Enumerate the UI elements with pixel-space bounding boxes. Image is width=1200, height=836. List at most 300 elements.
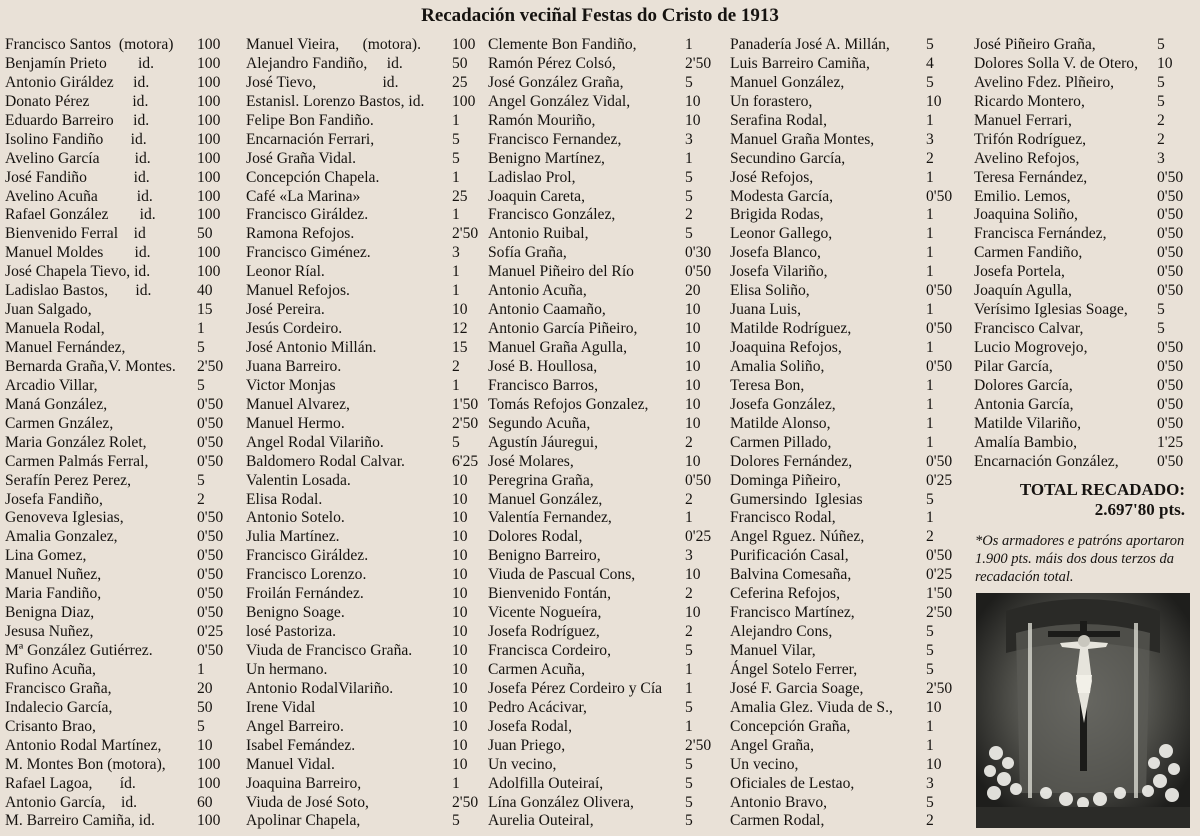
donor-amount: 100	[197, 111, 221, 129]
donor-name: Encarnación González,	[974, 452, 1119, 470]
donor-amount: 10	[452, 642, 468, 659]
donor-name: Valentin Losada.	[246, 471, 351, 489]
donor-row	[246, 396, 478, 415]
donor-name: Manuel Vidal.	[246, 755, 335, 773]
donor-name: Angel Graña,	[730, 736, 814, 754]
crucifix-photo	[976, 593, 1190, 828]
donor-amount: 0'50	[197, 433, 224, 451]
donor-name: Viuda de Pascual Cons,	[488, 566, 636, 584]
donor-amount: 1	[452, 111, 460, 129]
donor-row	[5, 244, 227, 263]
donor-name: José Pereira.	[246, 301, 325, 319]
donor-name: Antonio Caamaño,	[488, 301, 606, 319]
donor-name: Carmen Pillado,	[730, 433, 832, 451]
donor-name: Angel González Vidal,	[488, 92, 631, 110]
donor-row	[246, 453, 478, 472]
donor-amount: 10	[452, 509, 468, 527]
donor-row	[5, 188, 227, 207]
donor-row	[730, 794, 956, 813]
donor-row	[5, 604, 227, 623]
donor-amount: 1	[926, 433, 934, 451]
donor-row	[488, 491, 714, 510]
donor-row	[974, 225, 1192, 244]
donor-row	[5, 528, 227, 547]
donor-amount: 100	[197, 130, 221, 148]
donor-row	[730, 74, 956, 93]
donor-amount: 0'50	[685, 263, 712, 281]
donor-amount: 1	[926, 414, 934, 432]
donor-name: Donato Pérez id.	[5, 92, 149, 110]
donor-amount: 1	[926, 244, 934, 262]
donor-name: Segundo Acuña,	[488, 414, 591, 432]
donor-row	[5, 509, 227, 528]
donor-row	[488, 415, 714, 434]
donor-row	[5, 585, 227, 604]
donor-name: Antonio Sotelo.	[246, 509, 345, 527]
donor-name: Matilde Vilariño,	[974, 414, 1082, 432]
donor-amount: 2'50	[926, 679, 953, 697]
donor-name: Avelino Acuña id.	[5, 187, 153, 205]
donor-name: Dominga Piñeiro,	[730, 471, 841, 489]
donor-name: Isolino Fandiño id.	[5, 130, 147, 148]
donor-amount: 3	[685, 547, 693, 565]
donor-name: Maná González,	[5, 395, 108, 413]
total-block	[975, 480, 1185, 520]
donor-amount: 1	[452, 263, 460, 281]
donor-row	[5, 794, 227, 813]
donor-name: José Refojos,	[730, 168, 814, 186]
donor-name: Benigno Martínez,	[488, 149, 605, 167]
donor-name: Bienvenido Ferral id	[5, 225, 146, 243]
donor-amount: 10	[685, 452, 701, 470]
donor-amount: 3	[452, 244, 460, 262]
donor-row	[974, 188, 1192, 207]
donor-name: Francisco Lorenzo.	[246, 566, 367, 584]
donor-name: Josefa Fandiño,	[5, 490, 103, 508]
donor-row	[488, 472, 714, 491]
donor-row	[488, 377, 714, 396]
donor-row	[5, 775, 227, 794]
donor-row	[974, 150, 1192, 169]
donor-name: José Antonio Millán.	[246, 339, 377, 356]
donor-row	[5, 472, 227, 491]
donor-amount: 1	[926, 111, 934, 129]
donor-row	[730, 358, 956, 377]
donor-amount: 0'50	[197, 604, 224, 622]
donor-name: Francisco Santos (motora)	[5, 36, 174, 53]
donor-row	[488, 509, 714, 528]
donor-name: Teresa Fernández,	[974, 168, 1088, 186]
donor-row	[730, 566, 956, 585]
donor-name: Leonor Gallego,	[730, 225, 833, 243]
donor-name: Isabel Femández.	[246, 736, 356, 754]
donor-name: Francisco Giménez.	[246, 244, 371, 262]
donor-row	[5, 718, 227, 737]
donor-row	[5, 377, 227, 396]
donor-name: Serafina Rodal,	[730, 111, 827, 129]
donor-row	[5, 320, 227, 339]
donor-column-4	[730, 36, 956, 831]
donor-amount: 1	[685, 36, 693, 53]
donor-row	[246, 623, 478, 642]
donor-amount: 10	[685, 376, 701, 394]
donor-name: Dolores Solla V. de Otero,	[974, 54, 1139, 72]
donor-row	[488, 36, 714, 55]
donor-amount: 100	[197, 54, 221, 72]
donor-name: Antonio Giráldez id.	[5, 73, 150, 91]
donor-amount: 100	[452, 92, 476, 110]
donor-amount: 1	[926, 301, 934, 319]
donor-row	[974, 263, 1192, 282]
donor-row	[488, 169, 714, 188]
donor-row	[488, 812, 714, 831]
donor-name: Bernarda Graña,V. Montes.	[5, 357, 176, 375]
donor-name: Un hermano.	[246, 660, 328, 678]
donor-name: Amalia Soliño,	[730, 357, 825, 375]
donor-amount: 100	[197, 206, 221, 224]
donor-amount: 0'50	[197, 395, 224, 413]
donor-row	[5, 453, 227, 472]
donor-row	[488, 528, 714, 547]
donor-amount: 5	[926, 642, 934, 659]
donor-row	[730, 188, 956, 207]
donor-amount: 5	[197, 339, 205, 356]
donor-name: Estanisl. Lorenzo Bastos, id.	[246, 92, 425, 110]
donor-row	[5, 566, 227, 585]
donor-amount: 5	[685, 793, 693, 811]
donor-amount: 5	[685, 812, 693, 830]
donor-amount: 3	[926, 774, 934, 792]
donor-row	[488, 206, 714, 225]
donor-row	[246, 131, 478, 150]
donor-row	[488, 301, 714, 320]
donor-name: Jesusa Nuñez,	[5, 623, 94, 641]
donor-amount: 6'25	[452, 452, 479, 470]
donor-amount: 10	[452, 755, 468, 773]
donor-amount: 1	[926, 376, 934, 394]
donor-row	[5, 150, 227, 169]
donor-row	[246, 301, 478, 320]
donor-row	[730, 93, 956, 112]
donor-amount: 10	[452, 604, 468, 622]
donor-name: Julia Martínez.	[246, 528, 340, 546]
donor-name: José B. Houllosa,	[488, 357, 598, 375]
donor-name: José Chapela Tievo, id.	[5, 263, 151, 281]
donor-row	[246, 528, 478, 547]
donor-name: José Tievo, id.	[246, 73, 399, 91]
donor-row	[730, 680, 956, 699]
donor-row	[730, 206, 956, 225]
donor-row	[488, 642, 714, 661]
donor-row	[488, 55, 714, 74]
donor-row	[5, 642, 227, 661]
donor-name: Francisco González,	[488, 206, 616, 224]
donor-row	[974, 358, 1192, 377]
donor-row	[730, 604, 956, 623]
donor-amount: 5	[452, 433, 460, 451]
donor-row	[730, 585, 956, 604]
donor-name: Antonio Bravo,	[730, 793, 828, 811]
donor-name: Juana Luis,	[730, 301, 802, 319]
donor-amount: 2'50	[926, 604, 953, 622]
donor-name: Carmen Fandiño,	[974, 244, 1083, 262]
donor-amount: 25	[452, 187, 468, 205]
donor-row	[974, 377, 1192, 396]
donor-name: Francisco Rodal,	[730, 509, 836, 527]
donor-name: Avelino García id.	[5, 149, 151, 167]
donor-amount: 10	[452, 660, 468, 678]
donor-amount: 5	[197, 471, 205, 489]
donor-amount: 0'50	[1157, 395, 1184, 413]
donor-name: Carmen Rodal,	[730, 812, 825, 830]
donor-row	[730, 169, 956, 188]
donor-row	[246, 756, 478, 775]
donor-amount: 15	[197, 301, 213, 319]
donor-row	[974, 55, 1192, 74]
donor-name: Joaquina Refojos,	[730, 339, 842, 356]
donor-amount: 5	[926, 73, 934, 91]
donor-amount: 5	[685, 774, 693, 792]
donor-amount: 100	[197, 774, 221, 792]
donor-amount: 0'50	[197, 528, 224, 546]
donor-name: Ramón Pérez Colsó,	[488, 54, 616, 72]
donor-row	[246, 718, 478, 737]
donor-row	[246, 282, 478, 301]
donor-name: Angel Rguez. Núñez,	[730, 528, 865, 546]
donor-row	[974, 320, 1192, 339]
donor-amount: 1'50	[452, 395, 479, 413]
donor-name: Maria Fandiño,	[5, 585, 102, 603]
donor-row	[5, 358, 227, 377]
donor-row	[246, 244, 478, 263]
donor-amount: 2'50	[685, 736, 712, 754]
donor-name: Teresa Bon,	[730, 376, 805, 394]
donor-name: Froilán Fernández.	[246, 585, 364, 603]
donor-name: Manuel Moldes id.	[5, 244, 151, 262]
donor-name: Manuel Ferrari,	[974, 111, 1072, 129]
donor-name: Panadería José A. Millán,	[730, 36, 890, 53]
donor-amount: 2	[685, 585, 693, 603]
donor-amount: 2	[926, 149, 934, 167]
donor-name: Antonio Ruibal,	[488, 225, 589, 243]
donor-name: Ángel Sotelo Ferrer,	[730, 660, 858, 678]
donor-name: José González Graña,	[488, 73, 624, 91]
donor-row	[730, 528, 956, 547]
donor-row	[5, 680, 227, 699]
donor-name: Crisanto Brao,	[5, 717, 96, 735]
donor-amount: 2	[926, 528, 934, 546]
donor-name: Manuel González,	[488, 490, 603, 508]
donor-row	[730, 623, 956, 642]
donor-amount: 0'50	[1157, 225, 1184, 243]
donor-amount: 100	[197, 812, 221, 830]
donor-name: Manuel Graña Agulla,	[488, 339, 628, 356]
donor-name: Apolinar Chapela,	[246, 812, 361, 830]
donor-amount: 0'50	[197, 509, 224, 527]
donor-row	[5, 112, 227, 131]
donor-amount: 1	[452, 376, 460, 394]
donor-amount: 0'50	[1157, 244, 1184, 262]
donor-row	[246, 547, 478, 566]
donor-amount: 10	[685, 111, 701, 129]
donor-amount: 5	[197, 717, 205, 735]
donor-amount: 0'50	[1157, 206, 1184, 224]
donor-amount: 1	[926, 225, 934, 243]
donor-name: Manuel Vilar,	[730, 642, 816, 659]
donor-row	[246, 320, 478, 339]
donor-name: Café «La Marina»	[246, 187, 361, 205]
donor-name: Carmen Palmás Ferral,	[5, 452, 149, 470]
donor-row	[974, 74, 1192, 93]
donor-amount: 1	[926, 168, 934, 186]
donor-name: Elisa Soliño,	[730, 282, 810, 300]
donor-amount: 5	[926, 623, 934, 641]
donor-row	[730, 415, 956, 434]
donor-row	[974, 169, 1192, 188]
donor-row	[974, 301, 1192, 320]
donor-name: Adolfilla Outeiraí,	[488, 774, 604, 792]
donor-name: Antonio García Piñeiro,	[488, 320, 638, 338]
donor-name: Concepción Graña,	[730, 717, 851, 735]
donor-amount: 10	[685, 357, 701, 375]
donor-amount: 50	[197, 225, 213, 243]
donor-row	[246, 74, 478, 93]
donor-amount: 1	[452, 206, 460, 224]
donor-name: José Molares,	[488, 452, 574, 470]
donor-name: Josefa Portela,	[974, 263, 1065, 281]
donor-row	[246, 36, 478, 55]
donor-amount: 5	[685, 755, 693, 773]
donor-amount: 2	[1157, 111, 1165, 129]
donor-name: Amalía Bambio,	[974, 433, 1078, 451]
donor-name: Tomás Refojos Gonzalez,	[488, 395, 649, 413]
donor-row	[488, 699, 714, 718]
donor-amount: 100	[197, 149, 221, 167]
donor-name: Bienvenido Fontán,	[488, 585, 612, 603]
donor-row	[488, 112, 714, 131]
donor-amount: 2'50	[452, 225, 479, 243]
donor-amount: 0'30	[685, 244, 712, 262]
donor-row	[488, 339, 714, 358]
donor-name: Antonia García,	[974, 395, 1074, 413]
donor-amount: 0'50	[1157, 282, 1184, 300]
donor-amount: 10	[452, 623, 468, 641]
donor-amount: 1	[926, 717, 934, 735]
donor-amount: 10	[926, 755, 942, 773]
donor-row	[730, 547, 956, 566]
donor-row	[730, 718, 956, 737]
donor-amount: 0'50	[197, 566, 224, 584]
donor-amount: 10	[452, 547, 468, 565]
donor-name: Emilio. Lemos,	[974, 187, 1071, 205]
donor-amount: 5	[685, 73, 693, 91]
donor-amount: 0'50	[197, 452, 224, 470]
donor-name: Antonio Rodal Martínez,	[5, 736, 162, 754]
donor-name: Ramón Mouriño,	[488, 111, 596, 129]
donor-row	[5, 131, 227, 150]
donor-amount: 1	[685, 660, 693, 678]
donor-amount: 50	[452, 54, 468, 72]
donor-amount: 0'50	[926, 187, 953, 205]
donor-row	[730, 396, 956, 415]
donor-amount: 10	[1157, 54, 1173, 72]
donor-name: Trifón Rodríguez,	[974, 130, 1087, 148]
donor-name: Joaquina Barreiro,	[246, 774, 362, 792]
donor-name: Rafael González id.	[5, 206, 156, 224]
donor-name: José Fandiño id.	[5, 168, 150, 186]
donor-row	[974, 415, 1192, 434]
donor-amount: 2	[1157, 130, 1165, 148]
donor-amount: 2'50	[452, 414, 479, 432]
donor-row	[488, 547, 714, 566]
donor-amount: 10	[685, 414, 701, 432]
donor-amount: 1	[197, 320, 205, 338]
donor-amount: 2	[197, 490, 205, 508]
donor-amount: 0'50	[1157, 452, 1184, 470]
donor-name: Manuel Graña Montes,	[730, 130, 875, 148]
donor-amount: 0'50	[1157, 376, 1184, 394]
donor-amount: 5	[197, 376, 205, 394]
donor-row	[5, 55, 227, 74]
donor-name: Ramona Refojos.	[246, 225, 355, 243]
donor-name: Carmen Acuña,	[488, 660, 585, 678]
donor-row	[488, 358, 714, 377]
donor-name: Dolores García,	[974, 376, 1073, 394]
donor-amount: 100	[197, 755, 221, 773]
donor-amount: 5	[452, 149, 460, 167]
donor-row	[974, 36, 1192, 55]
donor-row	[488, 74, 714, 93]
donor-name: Ladislao Bastos, id.	[5, 282, 152, 300]
donor-name: Avelino Fdez. Plñeiro,	[974, 73, 1115, 91]
donor-amount: 1	[926, 206, 934, 224]
donor-row	[5, 169, 227, 188]
donor-amount: 5	[1157, 73, 1165, 91]
donor-row	[730, 377, 956, 396]
total-value: 2.697'80 pts.	[1094, 500, 1185, 519]
donor-name: Vicente Nogueíra,	[488, 604, 602, 622]
donor-row	[488, 661, 714, 680]
donor-amount: 10	[452, 301, 468, 319]
donor-name: Manuela Rodal,	[5, 320, 105, 338]
donor-amount: 50	[197, 698, 213, 716]
donor-row	[246, 55, 478, 74]
donor-amount: 1	[685, 679, 693, 697]
donor-amount: 1	[926, 263, 934, 281]
donor-row	[5, 93, 227, 112]
donor-row	[246, 509, 478, 528]
donor-row	[730, 131, 956, 150]
donor-name: Peregrina Graña,	[488, 471, 594, 489]
donor-name: Francisco Martínez,	[730, 604, 855, 622]
donor-column-1	[5, 36, 227, 831]
donor-amount: 0'50	[197, 547, 224, 565]
donor-amount: 0'50	[926, 547, 953, 565]
donor-row	[246, 434, 478, 453]
donor-row	[5, 699, 227, 718]
donor-amount: 1'50	[926, 585, 953, 603]
donor-amount: 100	[197, 168, 221, 186]
donor-name: Rafael Lagoa, íd.	[5, 774, 136, 792]
donor-row	[488, 680, 714, 699]
donor-row	[730, 263, 956, 282]
donor-amount: 10	[452, 585, 468, 603]
donor-row	[488, 566, 714, 585]
donor-amount: 10	[452, 736, 468, 754]
donor-amount: 1	[685, 717, 693, 735]
donor-row	[730, 756, 956, 775]
donor-amount: 10	[685, 92, 701, 110]
